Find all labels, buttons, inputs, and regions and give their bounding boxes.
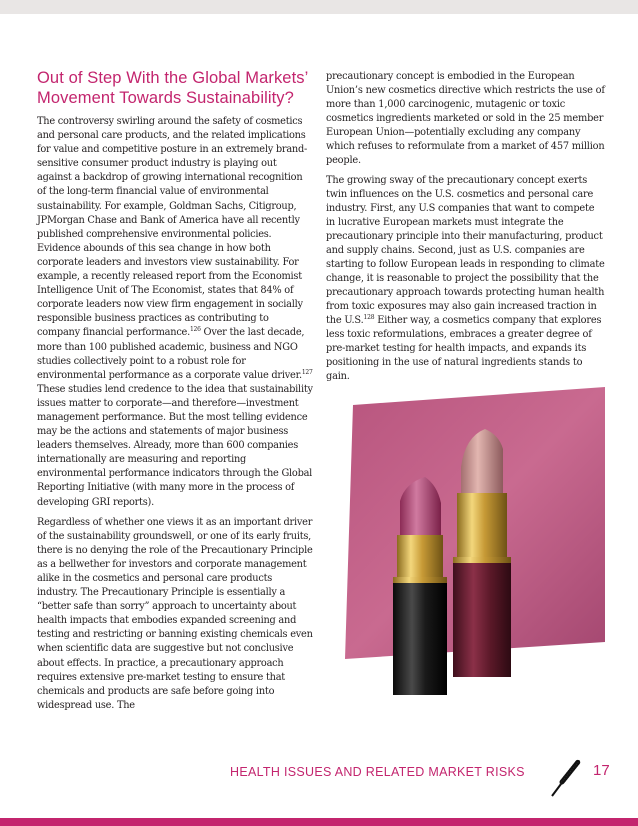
left-column	[37, 68, 313, 719]
body-paragraph	[326, 174, 605, 384]
lipstick-black-case	[393, 577, 447, 695]
lipstick-gold-sleeve	[457, 493, 507, 559]
paragraph-text: Either way, a cosmetics company that explores less toxic reformulations, embraces a greater degree of pre-market testing for health impacts, and expands its positioning in the use of natural ingredients stands to gain.	[326, 315, 602, 382]
lipstick-gold-sleeve	[397, 535, 443, 579]
footer-section-title: HEALTH ISSUES AND RELATED MARKET RISKS	[230, 765, 525, 779]
footnote-ref[interactable]: 127	[301, 368, 313, 376]
paragraph-text: Over the last decade, more than 100 published academic, business and NGO studies collectively point to a robust role for environmental performance as a corporate value driver.	[37, 327, 305, 381]
mascara-wand-icon	[548, 758, 584, 798]
body-paragraph: precautionary concept is embodied in the European Union’s new cosmetics directive which restricts the use of more than 1,000 carcinogenic, mutagenic or toxic cosmetics ingredients marketed or sold in the 25 member European Union—potentially excluding any company which refuses to reformulate from a market of 457 million people.	[326, 71, 605, 166]
lipstick-gold-band	[393, 577, 447, 583]
lipstick-gold-band	[453, 557, 511, 563]
paragraph-text: The growing sway of the precautionary concept exerts twin influences on the U.S. cosmetics and personal care industry. First, any U.S companies that want to compete in lucrative European markets must integrate the precautionary principle into their manufacturing, product and supply chains. Second, just as U.S. companies are starting to follow European leads in responding to climate change, it is reasonable to project the possibility that the precautionary approach towards protecting human health from toxic exposures may also gain increased traction in the U.S.	[326, 175, 605, 326]
top-border-band	[0, 0, 638, 14]
lipstick-plum-case	[453, 557, 511, 677]
body-paragraph: Regardless of whether one views it as an important driver of the sustainability groundswell, or one of its early fruits, there is no denying the role of the Precautionary Principle as a bellwether for investors and corporate management alike in the cosmetics and personal care products industry. The Precautionary Principle is essentially a “better safe than sorry” approach to uncertainty about health impacts that embodies expanded screening and testing and restricting or banning existing chemicals even when scientific data are suggestive but not conclusive about effects. In practice, a precautionary approach requires extensive pre-market testing to ensure that chemicals and products are safe before going into widespread use. The	[37, 516, 313, 711]
lipstick-photo	[345, 387, 605, 707]
body-paragraph	[37, 115, 313, 510]
page-number: 17	[593, 762, 610, 779]
paragraph-text: These studies lend credence to the idea that sustainability issues matter to corporate—and therefore—investment management performance. But the most telling evidence may be the actions and statements of major business leaders themselves. Already, more than 600 companies internationally are measuring and reporting environmental performance indicators through the Global Reporting Initiative (with many more in the process of developing GRI reports).	[37, 383, 313, 508]
right-column	[326, 70, 605, 390]
section-heading: Out of Step With the Global Markets’ Movement Towards Sustainability?	[37, 69, 308, 107]
bottom-accent-band	[0, 818, 638, 826]
paragraph-text: The controversy swirling around the safety of cosmetics and personal care products, and the related implications for value and competitive posture in an extremely brand-sensitive consumer product industry is playing out against a backdrop of growing international recognition of the long-term financial value of environmental sustainability. For example, Goldman Sachs, Citigroup, JPMorgan Chase and Bank of America have all recently published comprehensive environmental policies. Evidence abounds of this sea change in how both corporate leaders and investors view sustainability. For example, a recently released report from the Economist Intelligence Unit of The Economist, states that 84% of corporate leaders now view firm engagement in socially responsible business practices as contributing to company financial performance.	[37, 116, 308, 339]
footnote-ref[interactable]: 128	[363, 314, 375, 321]
footnote-ref[interactable]: 126	[189, 326, 201, 334]
